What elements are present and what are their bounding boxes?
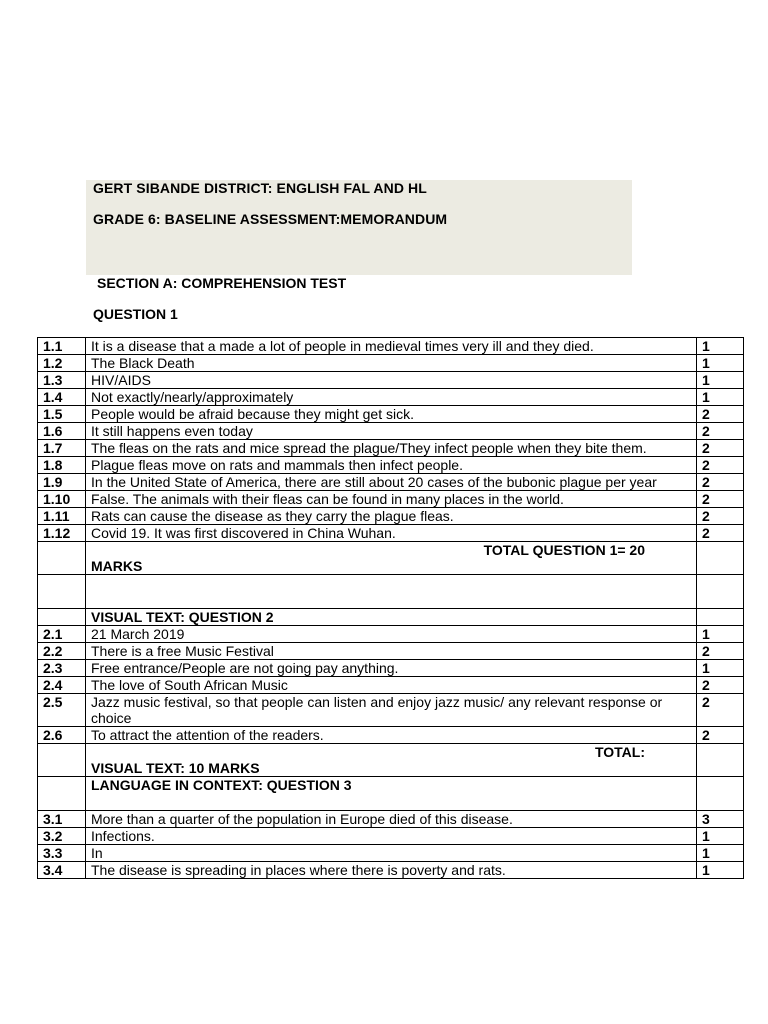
question-number: 1.6 (38, 423, 86, 440)
question-number: 1.10 (38, 491, 86, 508)
mark-value: 1 (697, 845, 744, 862)
mark-value: 1 (697, 660, 744, 677)
question-title: QUESTION 1 (93, 306, 178, 322)
answer-text: HIV/AIDS (86, 372, 697, 389)
q2-heading: VISUAL TEXT: QUESTION 2 (86, 609, 697, 626)
question-number: 1.8 (38, 457, 86, 474)
question-number: 1.3 (38, 372, 86, 389)
mark-value: 2 (697, 491, 744, 508)
answer-text: There is a free Music Festival (86, 643, 697, 660)
question-number: 3.2 (38, 828, 86, 845)
table-row (38, 474, 744, 491)
question-number: 3.3 (38, 845, 86, 862)
section-title: SECTION A: COMPREHENSION TEST (97, 275, 347, 291)
mark-value: 2 (697, 457, 744, 474)
question-number: 2.5 (38, 694, 86, 727)
answer-text: The love of South African Music (86, 677, 697, 694)
answer-text: In the United State of America, there are still about 20 cases of the bubonic plague per year (86, 474, 697, 491)
assessment-title: GRADE 6: BASELINE ASSESSMENT:MEMORANDUM (93, 211, 448, 227)
table-row (38, 423, 744, 440)
question-number: 2.2 (38, 643, 86, 660)
mark-value: 1 (697, 355, 744, 372)
district-title: GERT SIBANDE DISTRICT: ENGLISH FAL AND HL (93, 180, 427, 196)
question-number: 2.4 (38, 677, 86, 694)
table-row (38, 862, 744, 879)
answer-text: Not exactly/nearly/approximately (86, 389, 697, 406)
table-row (38, 694, 744, 727)
answer-text: The Black Death (86, 355, 697, 372)
question-number: 1.4 (38, 389, 86, 406)
mark-value: 2 (697, 423, 744, 440)
mark-value: 1 (697, 828, 744, 845)
answer-text: The fleas on the rats and mice spread the plague/They infect people when they bite them. (86, 440, 697, 457)
q3-heading-row (38, 777, 744, 811)
mark-value: 2 (697, 440, 744, 457)
answer-text: Plague fleas move on rats and mammals then infect people. (86, 457, 697, 474)
question-number: 2.1 (38, 626, 86, 643)
table-row (38, 406, 744, 423)
table-row (38, 508, 744, 525)
q2-total-row (38, 744, 744, 777)
blank-row (38, 575, 744, 609)
mark-value: 1 (697, 862, 744, 879)
table-row (38, 643, 744, 660)
q1-total-row (38, 542, 744, 575)
table-row (38, 727, 744, 744)
mark-value: 1 (697, 389, 744, 406)
q2-total-line2: VISUAL TEXT: 10 MARKS (91, 760, 260, 776)
memorandum-table (37, 337, 744, 879)
q3-heading: LANGUAGE IN CONTEXT: QUESTION 3 (86, 777, 697, 811)
table-row (38, 626, 744, 643)
table-row (38, 338, 744, 355)
mark-value: 2 (697, 508, 744, 525)
question-number: 1.7 (38, 440, 86, 457)
question-number: 3.1 (38, 811, 86, 828)
answer-text: It still happens even today (86, 423, 697, 440)
answer-text: Rats can cause the disease as they carry the plague fleas. (86, 508, 697, 525)
q1-total-line2: MARKS (91, 558, 143, 574)
table-row (38, 355, 744, 372)
answer-text: In (86, 845, 697, 862)
table-row (38, 491, 744, 508)
answer-text: 21 March 2019 (86, 626, 697, 643)
question-number: 3.4 (38, 862, 86, 879)
answer-text: Free entrance/People are not going pay anything. (86, 660, 697, 677)
answer-text: It is a disease that a made a lot of people in medieval times very ill and they died. (86, 338, 697, 355)
mark-value: 1 (697, 372, 744, 389)
question-number: 1.5 (38, 406, 86, 423)
answer-text: People would be afraid because they might get sick. (86, 406, 697, 423)
answer-text: Jazz music festival, so that people can listen and enjoy jazz music/ any relevant response or choice (86, 694, 697, 727)
mark-value: 2 (697, 677, 744, 694)
table-row (38, 828, 744, 845)
table-row (38, 389, 744, 406)
mark-value: 3 (697, 811, 744, 828)
answer-text: Covid 19. It was first discovered in China Wuhan. (86, 525, 697, 542)
answer-text: More than a quarter of the population in Europe died of this disease. (86, 811, 697, 828)
table-row (38, 525, 744, 542)
question-number: 1.12 (38, 525, 86, 542)
mark-value: 2 (697, 694, 744, 727)
q2-heading-row (38, 609, 744, 626)
table-row (38, 440, 744, 457)
mark-value: 1 (697, 338, 744, 355)
table-row (38, 457, 744, 474)
mark-value: 1 (697, 626, 744, 643)
answer-text: The disease is spreading in places where there is poverty and rats. (86, 862, 697, 879)
question-number: 2.3 (38, 660, 86, 677)
table-row (38, 845, 744, 862)
answer-text: False. The animals with their fleas can be found in many places in the world. (86, 491, 697, 508)
question-number: 1.9 (38, 474, 86, 491)
table-row (38, 372, 744, 389)
question-number: 1.2 (38, 355, 86, 372)
mark-value: 2 (697, 406, 744, 423)
mark-value: 2 (697, 525, 744, 542)
question-number: 1.11 (38, 508, 86, 525)
q1-total-line1: TOTAL QUESTION 1= 20 (483, 542, 645, 558)
answer-text: Infections. (86, 828, 697, 845)
answer-text: To attract the attention of the readers. (86, 727, 697, 744)
q2-total-line1: TOTAL: (594, 744, 645, 760)
question-number: 2.6 (38, 727, 86, 744)
question-number: 1.1 (38, 338, 86, 355)
table-row (38, 811, 744, 828)
mark-value: 2 (697, 474, 744, 491)
mark-value: 2 (697, 643, 744, 660)
table-row (38, 677, 744, 694)
mark-value: 2 (697, 727, 744, 744)
table-row (38, 660, 744, 677)
